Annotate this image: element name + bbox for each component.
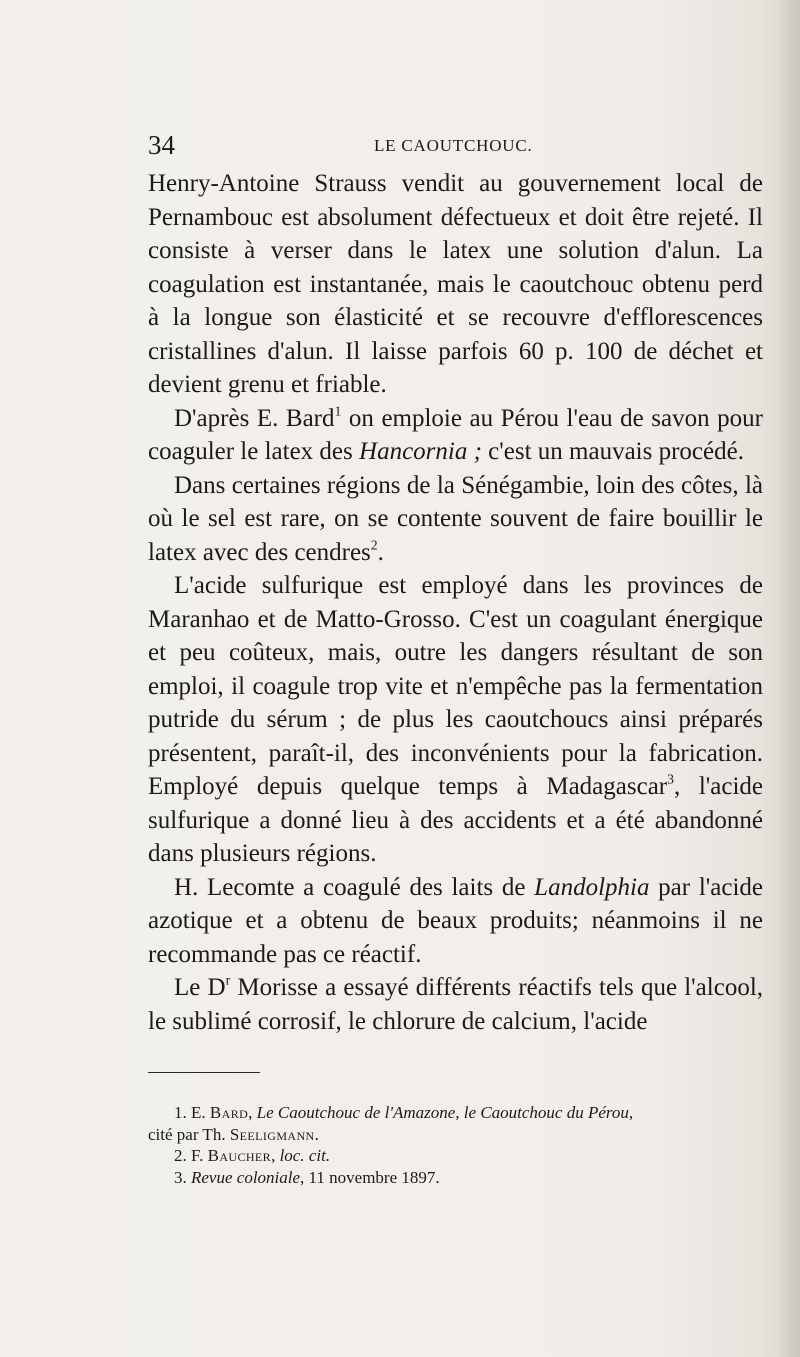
- paragraph-2: [148, 402, 763, 469]
- footnote-2-author: Baucher: [207, 1146, 272, 1165]
- paragraph-2-text-a: D'après E. Bard: [174, 404, 335, 432]
- paragraph-3-text-a: Dans certaines régions de la Sénégambie, loin des côtes, là où le sel est rare, on se contente souvent de faire bouillir le latex avec des cendres: [148, 471, 763, 566]
- paragraph-5-text-b: par l'acide azotique et a obtenu de beaux produits; néanmoins il ne recommande pas ce réactif.: [148, 873, 764, 968]
- page-edge-shadow: [778, 0, 800, 1357]
- paragraph-2-text-b: on emploie au Pérou l'eau de savon pour coaguler le latex des: [148, 404, 763, 465]
- paragraph-5-text-a: H. Lecomte a coagulé des laits de: [174, 873, 535, 901]
- footnote-1-cited-by: cité par Th.: [148, 1124, 230, 1144]
- footnote-ref-3: 3: [667, 771, 674, 787]
- paragraph-3-text-b: .: [377, 538, 384, 566]
- paragraph-6-text-a: Le D: [174, 974, 226, 1001]
- paragraph-2-italic: Hancornia ;: [359, 438, 482, 465]
- page-header: [148, 128, 763, 162]
- footnote-2: [148, 1145, 763, 1167]
- paragraph-4: [148, 569, 763, 871]
- footnote-1-cited-name: Seeligmann: [229, 1124, 315, 1144]
- footnote-1-separator: ,: [248, 1103, 257, 1122]
- paragraph-4-text-b: , l'acide sulfurique a donné lieu à des accidents et a été abandonné dans plusieurs régions.: [148, 773, 764, 867]
- footnote-rule: [148, 1072, 260, 1073]
- footnotes: [148, 1102, 763, 1188]
- body-text: [148, 167, 763, 1038]
- footnote-2-separator: ,: [271, 1146, 280, 1165]
- footnote-ref-2: 2: [370, 537, 378, 553]
- paragraph-4-text-a: L'acide sulfurique est employé dans les provinces de Maranhao et de Matto-Grosso. C'est un coagulant énergique et peu coûteux, mais, outre les dangers résultant de son emploi, il coagule trop vite et n'empêche pas la fermentation putride du sérum ; de plus les caoutchoucs ainsi préparés présentent, paraît-il, des inconvénients pour la fabrication. Employé depuis quelque temps à Madagascar: [148, 572, 763, 800]
- page-number: 34: [148, 130, 175, 160]
- footnote-1-line-2: [148, 1124, 763, 1146]
- paragraph-5-italic: Landolphia: [534, 873, 650, 901]
- paragraph-2-text-c: c'est un mauvais procédé.: [481, 438, 744, 465]
- footnote-2-reference: loc. cit.: [279, 1146, 331, 1165]
- footnote-2-number: 2. F.: [174, 1146, 208, 1165]
- paragraph-6-text-b: Morisse a essayé différents réactifs tels que l'alcool, le sublimé corrosif, le chlorure de calcium, l'acide: [148, 974, 764, 1035]
- footnote-1-number: 1. E.: [174, 1103, 210, 1122]
- running-head: LE CAOUTCHOUC.: [374, 136, 533, 155]
- footnote-ref-1: 1: [334, 403, 342, 419]
- paragraph-3: [148, 469, 763, 570]
- paragraph-1: [148, 167, 763, 402]
- footnote-1: [148, 1102, 763, 1124]
- paragraph-6-superscript: r: [225, 972, 231, 988]
- footnote-3-rest: , 11 novembre 1897.: [300, 1167, 440, 1187]
- footnote-3-title: Revue coloniale: [191, 1167, 301, 1187]
- footnote-1-title: Le Caoutchouc de l'Amazone, le Caoutchouc du Pérou: [256, 1103, 629, 1122]
- footnote-3-number: 3.: [174, 1167, 191, 1187]
- paragraph-5: [148, 871, 763, 972]
- paragraph-6: [148, 971, 763, 1038]
- footnote-1-end: .: [314, 1124, 319, 1144]
- footnote-3: [148, 1167, 763, 1189]
- paragraph-1-text: Henry-Antoine Strauss vendit au gouvernement local de Pernambouc est absolument défectueux et doit être rejeté. Il consiste à verser dans le latex une solution d'alun. La coagulation est instantanée, mais le caoutchouc obtenu perd à la longue son élasticité et se recouvre d'efflorescences cristallines d'alun. Il laisse parfois 60 p. 100 de déchet et devient grenu et friable.: [148, 170, 763, 398]
- footnote-1-author: Bard: [209, 1103, 249, 1122]
- footnote-1-comma: ,: [628, 1103, 634, 1122]
